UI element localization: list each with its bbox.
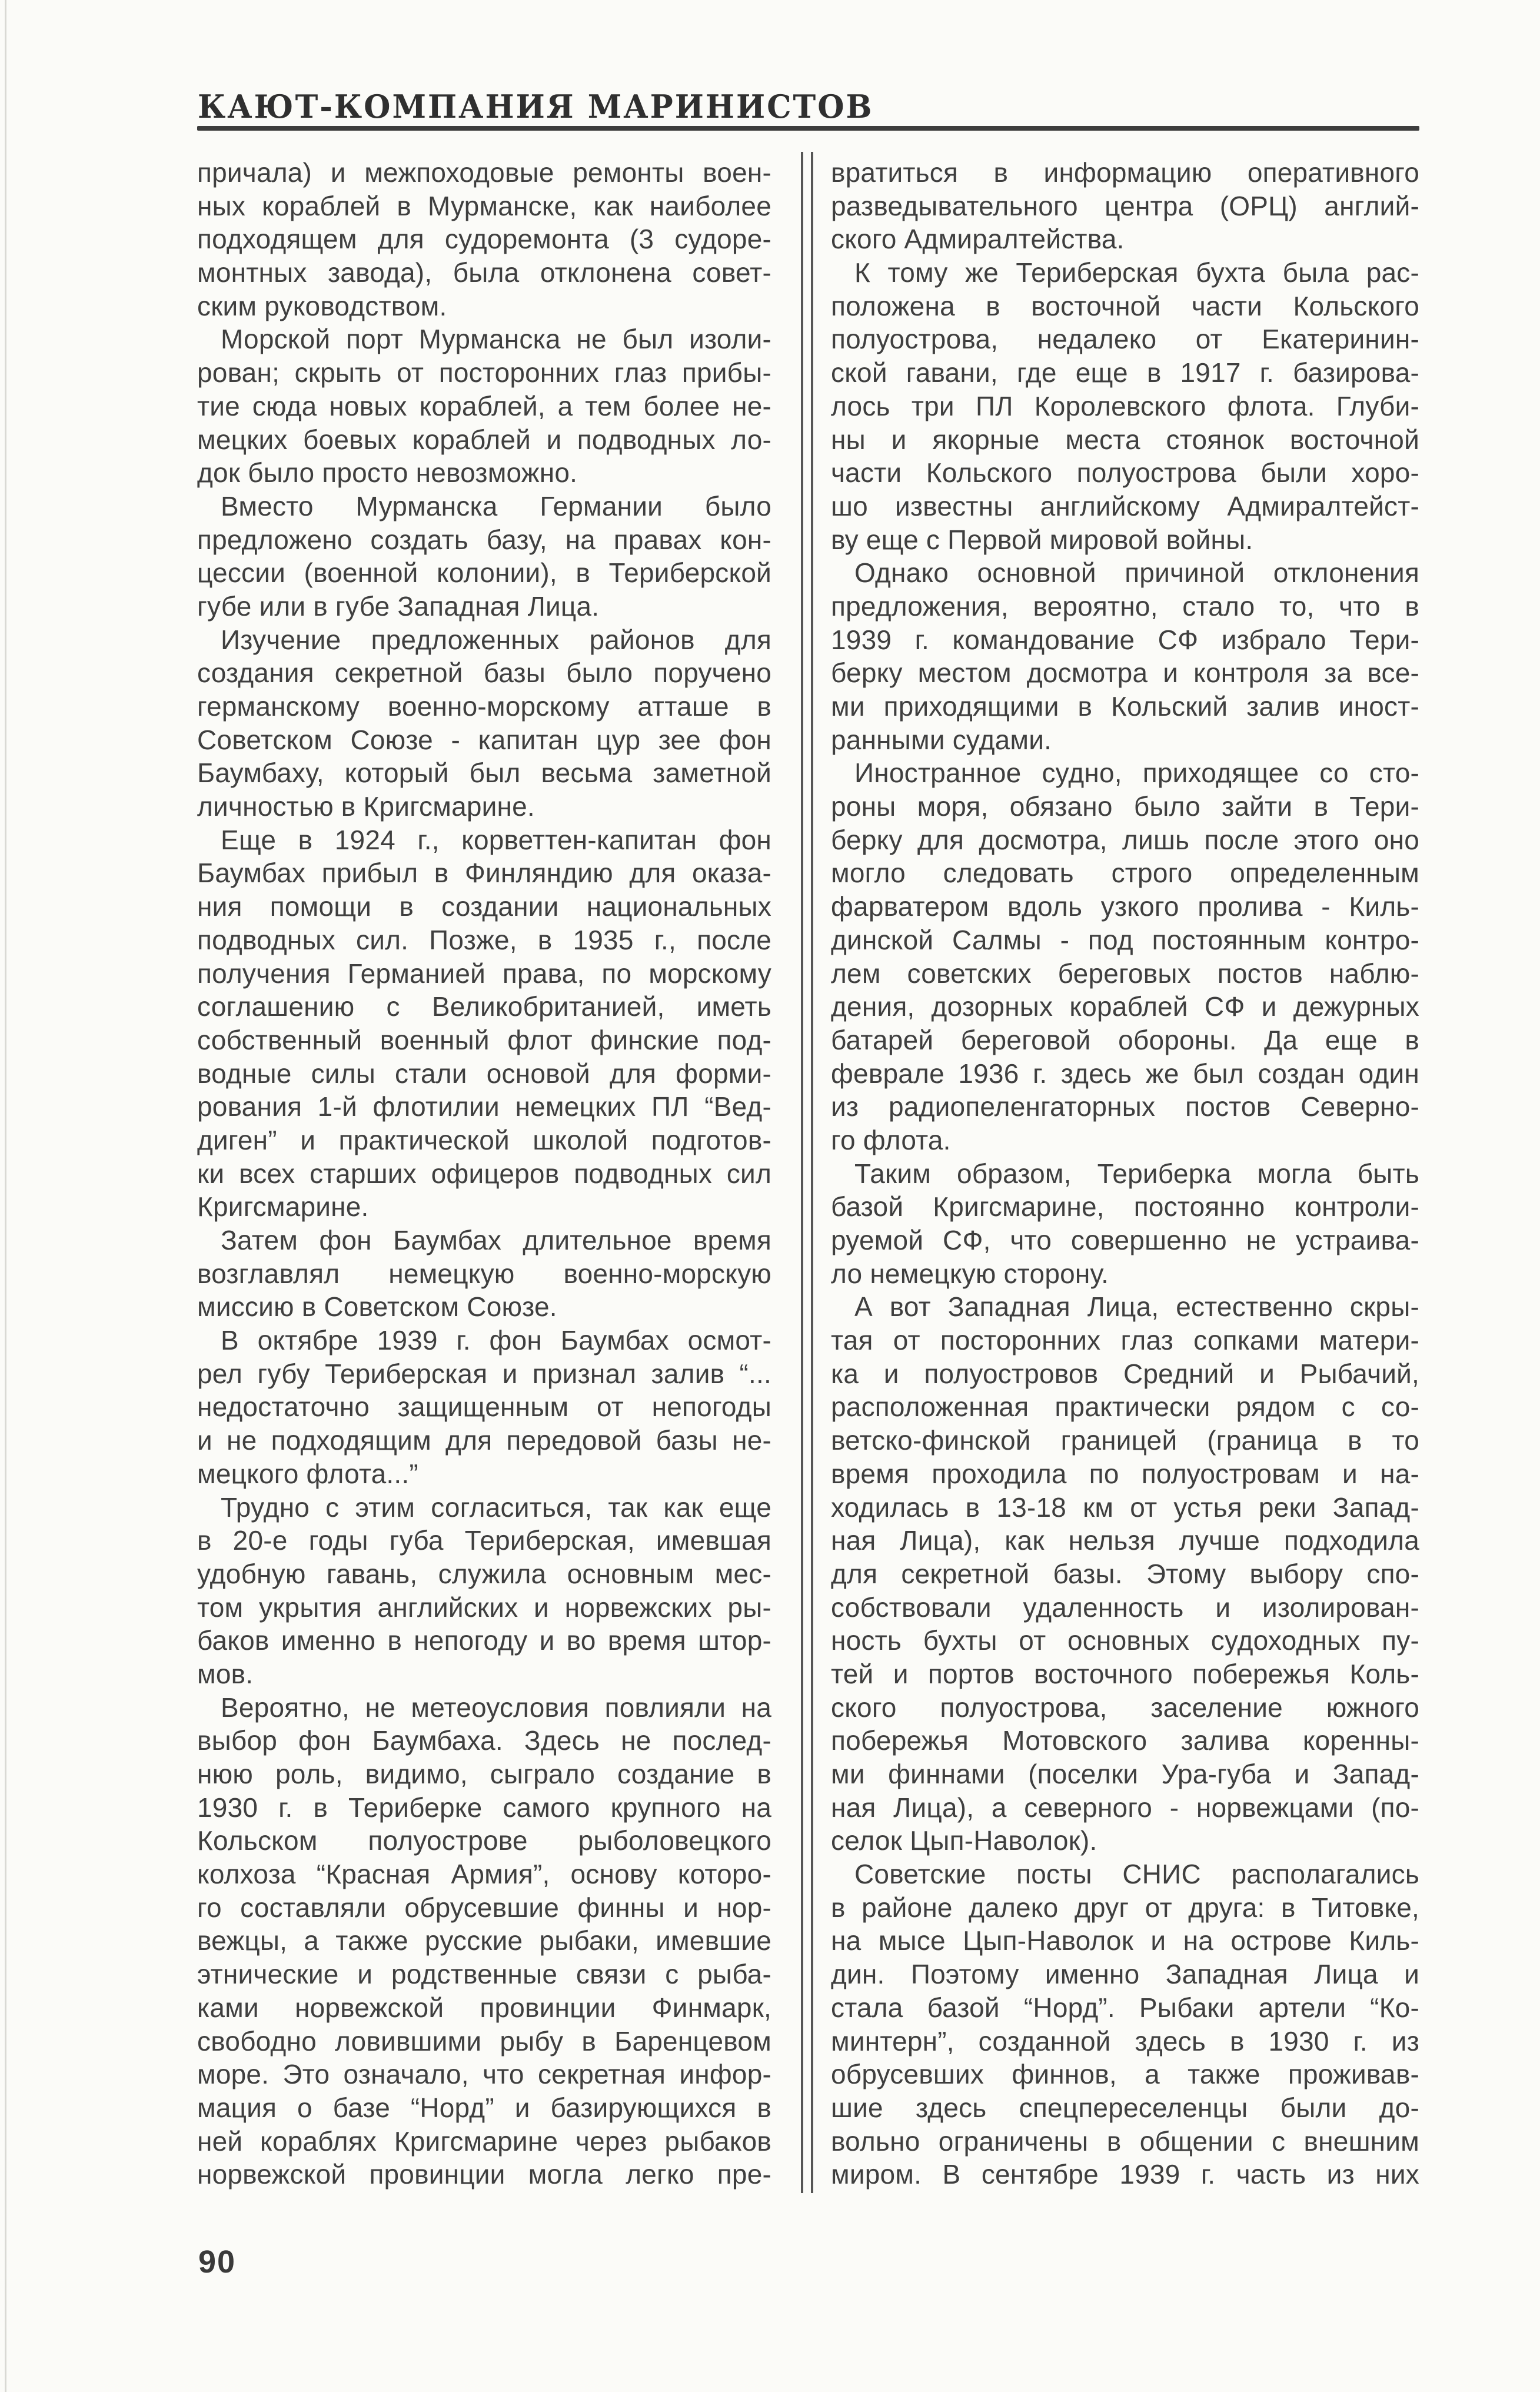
text-line: колхоза “Красная Армия”, основу которо- xyxy=(197,1859,771,1890)
text-line: мов. xyxy=(197,1658,254,1689)
text-line: миром. В сентябре 1939 г. часть из них xyxy=(831,2159,1419,2190)
text-line: фарватером вдоль узкого пролива - Киль- xyxy=(831,891,1419,922)
text-line: миссию в Советском Союзе. xyxy=(197,1291,557,1323)
text-line: Затем фон Баумбах длительное время xyxy=(221,1225,771,1255)
text-line: море. Это означало, что секретная инфор- xyxy=(197,2059,771,2090)
text-line: 1930 г. в Териберке самого крупного на xyxy=(197,1792,771,1823)
text-line: роны моря, обязано было зайти в Тери- xyxy=(831,791,1419,822)
text-line: полуострова, недалеко от Екатеринин- xyxy=(831,324,1419,355)
text-line: Баумбах прибыл в Финляндию для оказа- xyxy=(197,858,771,889)
scan-edge-line xyxy=(5,0,6,2392)
text-line: Еще в 1924 г., корветтен-капитан фон xyxy=(221,824,771,855)
text-line: личностью в Кригсмарине. xyxy=(197,791,535,822)
text-line: В октябре 1939 г. фон Баумбах осмот- xyxy=(221,1325,771,1356)
text-line: док было просто невозможно. xyxy=(197,457,578,489)
text-line: ветско-финской границей (граница в то xyxy=(831,1425,1419,1456)
text-line: руемой СФ, что совершенно не устраива- xyxy=(831,1225,1419,1255)
page-number: 90 xyxy=(198,2244,237,2280)
text-line: Вероятно, не метеоусловия повлияли на xyxy=(221,1692,771,1723)
text-line: время проходила по полуостровам и на- xyxy=(831,1458,1419,1489)
page-header-title: КАЮТ-КОМПАНИЯ МАРИНИСТОВ xyxy=(198,88,874,126)
text-line: свободно ловившими рыбу в Баренцевом xyxy=(197,2025,771,2057)
text-line: дения, дозорных кораблей СФ и дежурных xyxy=(831,991,1419,1022)
text-line: тей и портов восточного побережья Коль- xyxy=(831,1658,1419,1689)
text-line: возглавлял немецкую военно-морскую xyxy=(197,1258,771,1289)
text-line: шие здесь спецпереселенцы были до- xyxy=(831,2092,1419,2123)
text-line: ми приходящими в Кольский залив иност- xyxy=(831,691,1419,722)
right-column xyxy=(831,156,1419,2191)
text-line: ки всех старших офицеров подводных сил xyxy=(197,1158,771,1189)
text-line: го флота. xyxy=(831,1124,951,1155)
text-line: берку местом досмотра и контроля за все- xyxy=(831,657,1419,689)
text-line: селок Цып-Наволок). xyxy=(831,1825,1097,1856)
text-line: на мысе Цып-Наволок и на острове Киль- xyxy=(831,1925,1419,1956)
text-line: ми финнами (поселки Ура-губа и Запад- xyxy=(831,1759,1419,1789)
text-line: лось три ПЛ Королевского флота. Глуби- xyxy=(831,390,1419,421)
text-line: причала) и межпоходовые ремонты воен- xyxy=(197,157,771,188)
text-line: ло немецкую сторону. xyxy=(831,1258,1109,1289)
text-line: Вместо Мурманска Германии было xyxy=(221,490,771,521)
text-line: предложения, вероятно, стало то, что в xyxy=(831,590,1419,622)
text-line: дин. Поэтому именно Западная Лица и xyxy=(831,1959,1419,1990)
text-line: ная Лица), как нельзя лучше подходила xyxy=(831,1525,1419,1556)
text-line: недостаточно защищенным от непогоды xyxy=(197,1391,771,1423)
text-line: подходящем для судоремонта (3 судоре- xyxy=(197,224,771,255)
text-line: для секретной базы. Этому выбору спо- xyxy=(831,1558,1419,1589)
text-line: вратиться в информацию оперативного xyxy=(831,157,1419,188)
left-column xyxy=(197,156,771,2191)
text-line: монтных завода), была отклонена совет- xyxy=(197,257,771,288)
text-line: Кольском полуострове рыболовецкого xyxy=(197,1825,771,1856)
header-rule xyxy=(197,126,1419,131)
text-line: ны и якорные места стоянок восточной xyxy=(831,424,1419,455)
text-line: в 20-е годы губа Териберская, имевшая xyxy=(197,1525,771,1556)
text-line: нюю роль, видимо, сыграло создание в xyxy=(197,1759,771,1789)
text-line: части Кольского полуострова были хоро- xyxy=(831,457,1419,489)
text-line: шо известны английскому Адмиралтейст- xyxy=(831,490,1419,521)
text-line: стала базой “Норд”. Рыбаки артели “Ко- xyxy=(831,1992,1419,2023)
text-line: ву еще с Первой мировой войны. xyxy=(831,524,1253,555)
text-line: го составляли обрусевшие финны и нор- xyxy=(197,1892,771,1923)
text-line: ходилась в 13-18 км от устья реки Запад- xyxy=(831,1491,1419,1523)
text-line: ка и полуостровов Средний и Рыбачий, xyxy=(831,1358,1419,1389)
text-line: положена в восточной части Кольского xyxy=(831,290,1419,321)
text-line: соглашению с Великобританией, иметь xyxy=(197,991,771,1022)
text-line: губе или в губе Западная Лица. xyxy=(197,590,600,622)
text-line: Баумбаху, который был весьма заметной xyxy=(197,758,771,789)
text-line: батарей береговой обороны. Да еще в xyxy=(831,1024,1419,1055)
text-line: ского полуострова, заселение южного xyxy=(831,1692,1419,1723)
text-line: ками норвежской провинции Финмарк, xyxy=(197,1992,771,2023)
text-line: расположенная практически рядом с со- xyxy=(831,1391,1419,1423)
text-line: Морской порт Мурманска не был изоли- xyxy=(221,324,771,355)
text-line: 1939 г. командование СФ избрало Тери- xyxy=(831,624,1419,655)
text-line: этнические и родственные связи с рыба- xyxy=(197,1959,771,1990)
text-line: лем советских береговых постов наблю- xyxy=(831,958,1419,989)
text-line: диген” и практической школой подготов- xyxy=(197,1124,771,1155)
text-line: ского Адмиралтейства. xyxy=(831,224,1125,255)
text-line: феврале 1936 г. здесь же был создан один xyxy=(831,1058,1419,1089)
text-line: рования 1-й флотилии немецких ПЛ “Вед- xyxy=(197,1091,771,1122)
text-line: Советском Союзе - капитан цур зее фон xyxy=(197,724,771,755)
text-line: ность бухты от основных судоходных пу- xyxy=(831,1625,1419,1656)
text-line: Иностранное судно, приходящее со сто- xyxy=(854,758,1419,789)
text-line: водные силы стали основой для форми- xyxy=(197,1058,771,1089)
text-line: тая от посторонних глаз сопками матери- xyxy=(831,1325,1419,1356)
text-line: Советские посты СНИС располагались xyxy=(854,1859,1419,1890)
text-line: удобную гавань, служила основным мес- xyxy=(197,1558,771,1589)
text-line: рован; скрыть от посторонних глаз прибы- xyxy=(197,357,771,388)
text-line: ная Лица), а северного - норвежцами (по- xyxy=(831,1792,1419,1823)
text-line: норвежской провинции могла легко пре- xyxy=(197,2159,771,2190)
text-line: берку для досмотра, лишь после этого оно xyxy=(831,824,1419,855)
text-line: ской гавани, где еще в 1917 г. базирова- xyxy=(831,357,1419,388)
text-line: минтерн”, созданной здесь в 1930 г. из xyxy=(831,2025,1419,2057)
text-line: выбор фон Баумбаха. Здесь не послед- xyxy=(197,1725,771,1756)
text-line: ранными судами. xyxy=(831,724,1052,755)
text-line: цессии (военной колонии), в Териберской xyxy=(197,557,771,589)
text-line: Трудно с этим согласиться, так как еще xyxy=(221,1491,771,1523)
text-line: ней кораблях Кригсмарине через рыбаков xyxy=(197,2125,771,2157)
text-line: динской Салмы - под постоянным контро- xyxy=(831,924,1419,955)
text-line: германскому военно-морскому атташе в xyxy=(197,691,771,722)
text-line: из радиопеленгаторных постов Северно- xyxy=(831,1091,1419,1122)
text-line: разведывательного центра (ОРЦ) англий- xyxy=(831,190,1419,221)
column-divider-line-outer xyxy=(801,152,803,2193)
text-line: мецких боевых кораблей и подводных ло- xyxy=(197,424,771,455)
text-line: обрусевших финнов, а также проживав- xyxy=(831,2059,1419,2090)
column-divider-line-inner xyxy=(811,152,813,2193)
text-line: ния помощи в создании национальных xyxy=(197,891,771,922)
text-line: тие сюда новых кораблей, а тем более не- xyxy=(197,390,771,421)
text-line: А вот Западная Лица, естественно скры- xyxy=(854,1291,1419,1323)
text-line: вольно ограничены в общении с внешним xyxy=(831,2125,1419,2157)
text-line: Таким образом, Териберка могла быть xyxy=(854,1158,1419,1189)
text-line: могло следовать строго определенным xyxy=(831,858,1419,889)
text-line: базой Кригсмарине, постоянно контроли- xyxy=(831,1191,1419,1222)
text-line: К тому же Териберская бухта была рас- xyxy=(854,257,1419,288)
text-line: получения Германией права, по морскому xyxy=(197,958,771,989)
text-line: мация о базе “Норд” и базирующихся в xyxy=(197,2092,771,2123)
text-line: побережья Мотовского залива коренны- xyxy=(831,1725,1419,1756)
text-line: Изучение предложенных районов для xyxy=(221,624,771,655)
text-line: в районе далеко друг от друга: в Титовке, xyxy=(831,1892,1419,1923)
text-line: баков именно в непогоду и во время штор- xyxy=(197,1625,771,1656)
text-line: собствовали удаленность и изолирован- xyxy=(831,1592,1419,1623)
text-line: предложено создать базу, на правах кон- xyxy=(197,524,771,555)
text-line: ским руководством. xyxy=(197,290,447,321)
text-line: ных кораблей в Мурманске, как наиболее xyxy=(197,190,771,221)
text-line: и не подходящим для передовой базы не- xyxy=(197,1425,771,1456)
text-line: Однако основной причиной отклонения xyxy=(854,557,1419,589)
text-line: Кригсмарине. xyxy=(197,1191,369,1222)
text-line: рел губу Териберская и признал залив “... xyxy=(197,1358,771,1389)
text-line: мецкого флота...” xyxy=(197,1458,418,1489)
text-line: создания секретной базы было поручено xyxy=(197,657,771,689)
text-line: собственный военный флот финские под- xyxy=(197,1024,771,1055)
text-line: том укрытия английских и норвежских ры- xyxy=(197,1592,771,1623)
text-line: вежцы, а также русские рыбаки, имевшие xyxy=(197,1925,771,1956)
text-line: подводных сил. Позже, в 1935 г., после xyxy=(197,924,771,955)
